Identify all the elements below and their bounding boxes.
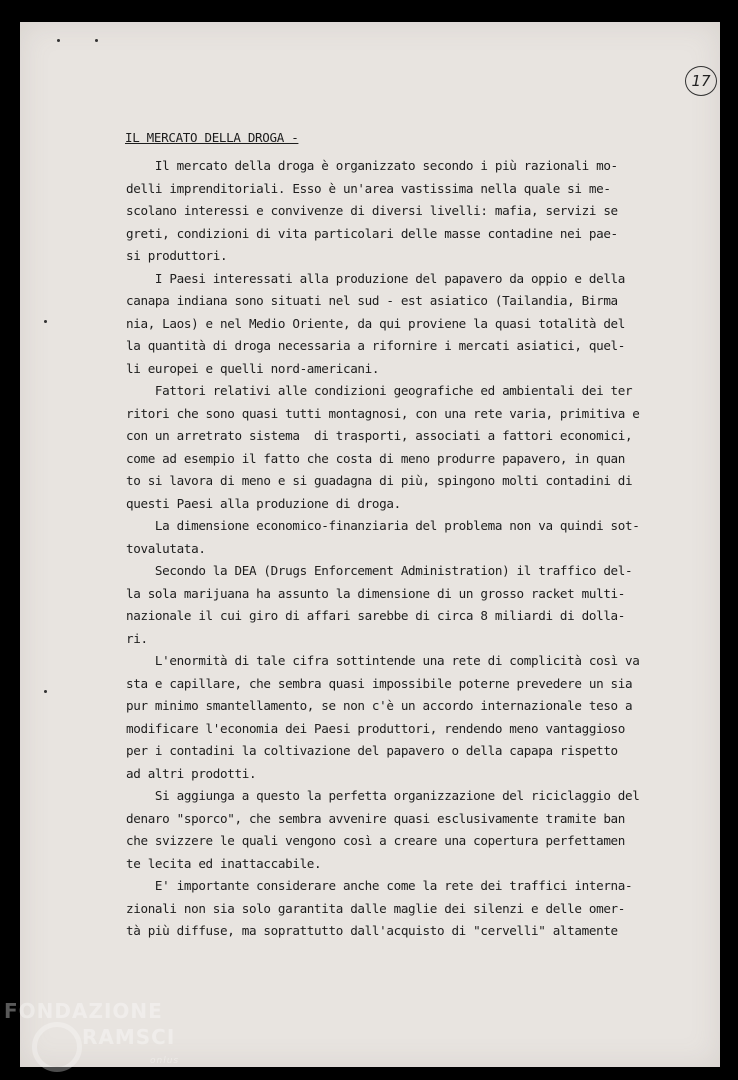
text-line: I Paesi interessati alla produzione del papavero da oppio e della bbox=[126, 270, 626, 286]
text-line: delli imprenditoriali. Esso è un'area vastissima nella quale si me- bbox=[126, 180, 611, 196]
text-line: si produttori. bbox=[126, 248, 228, 263]
text-line: scolano interessi e convivenze di diversi livelli: mafia, servizi se bbox=[126, 203, 618, 218]
text-line: ri. bbox=[126, 630, 148, 646]
text-line: Si aggiunga a questo la perfetta organizzazione del riciclaggio del bbox=[126, 788, 640, 803]
text-line: la quantità di droga necessaria a rifornire i mercati asiatici, quel- bbox=[126, 338, 626, 353]
punch-hole bbox=[44, 690, 47, 693]
text-line: ad altri prodotti. bbox=[126, 765, 257, 781]
page-number: 17 bbox=[685, 66, 717, 96]
text-line: Fattori relativi alle condizioni geografiche ed ambientali dei ter bbox=[126, 383, 633, 398]
text-line: pur minimo smantellamento, se non c'è un accordo internazionale teso a bbox=[126, 698, 633, 713]
text-line: to si lavora di meno e si guadagna di più, spingono molti contadini di bbox=[126, 473, 633, 488]
text-line: tovalutata. bbox=[126, 540, 206, 556]
text-line: questi Paesi alla produzione di droga. bbox=[126, 495, 401, 511]
text-line: ritori che sono quasi tutti montagnosi, con una rete varia, primitiva e bbox=[126, 405, 640, 421]
text-line: La dimensione economico-finanziaria del problema non va quindi sot- bbox=[126, 518, 640, 533]
punch-hole bbox=[95, 39, 98, 42]
text-line: che svizzere le quali vengono così a creare una copertura perfettamen bbox=[126, 833, 626, 848]
watermark-suffix: onlus bbox=[150, 1056, 180, 1066]
document-body bbox=[126, 155, 656, 943]
text-line: greti, condizioni di vita particolari delle masse contadine nei pae- bbox=[126, 225, 618, 241]
text-line: con un arretrato sistema di trasporti, associati a fattori economici, bbox=[126, 428, 633, 443]
text-line: E' importante considerare anche come la rete dei traffici interna- bbox=[126, 878, 633, 893]
watermark-line2: RAMSCI bbox=[82, 1025, 176, 1049]
text-line: sta e capillare, che sembra quasi impossibile poterne prevedere un sia bbox=[126, 675, 633, 691]
document-title: IL MERCATO DELLA DROGA - bbox=[125, 130, 299, 145]
watermark-line1: FONDAZIONE bbox=[4, 999, 163, 1023]
text-line: la sola marijuana ha assunto la dimensione di un grosso racket multi- bbox=[126, 585, 626, 601]
punch-hole bbox=[57, 39, 60, 42]
punch-hole bbox=[44, 320, 47, 323]
text-line: per i contadini la coltivazione del papavero o della capapa rispetto bbox=[126, 743, 618, 758]
text-line: li europei e quelli nord-americani. bbox=[126, 360, 380, 376]
text-line: L'enormità di tale cifra sottintende una rete di complicità così va bbox=[126, 653, 640, 668]
text-line: modificare l'economia dei Paesi produttori, rendendo meno vantaggioso bbox=[126, 720, 626, 736]
text-line: tà più diffuse, ma soprattutto dall'acquisto di "cervelli" altamente bbox=[126, 923, 618, 938]
text-line: come ad esempio il fatto che costa di meno produrre papavero, in quan bbox=[126, 450, 626, 466]
text-line: te lecita ed inattaccabile. bbox=[126, 855, 322, 871]
text-line: canapa indiana sono situati nel sud - est asiatico (Tailandia, Birma bbox=[126, 293, 618, 308]
text-line: Il mercato della droga è organizzato secondo i più razionali mo- bbox=[126, 158, 618, 173]
fondazione-gramsci-watermark bbox=[4, 999, 180, 1066]
text-line: zionali non sia solo garantita dalle maglie dei silenzi e delle omer- bbox=[126, 900, 626, 916]
text-line: nazionale il cui giro di affari sarebbe di circa 8 miliardi di dolla- bbox=[126, 608, 626, 623]
text-line: Secondo la DEA (Drugs Enforcement Administration) il traffico del- bbox=[126, 563, 633, 578]
text-line: nia, Laos) e nel Medio Oriente, da qui proviene la quasi totalità del bbox=[126, 315, 626, 331]
watermark-g-logo-icon bbox=[32, 1022, 82, 1072]
text-line: denaro "sporco", che sembra avvenire quasi esclusivamente tramite ban bbox=[126, 810, 626, 826]
